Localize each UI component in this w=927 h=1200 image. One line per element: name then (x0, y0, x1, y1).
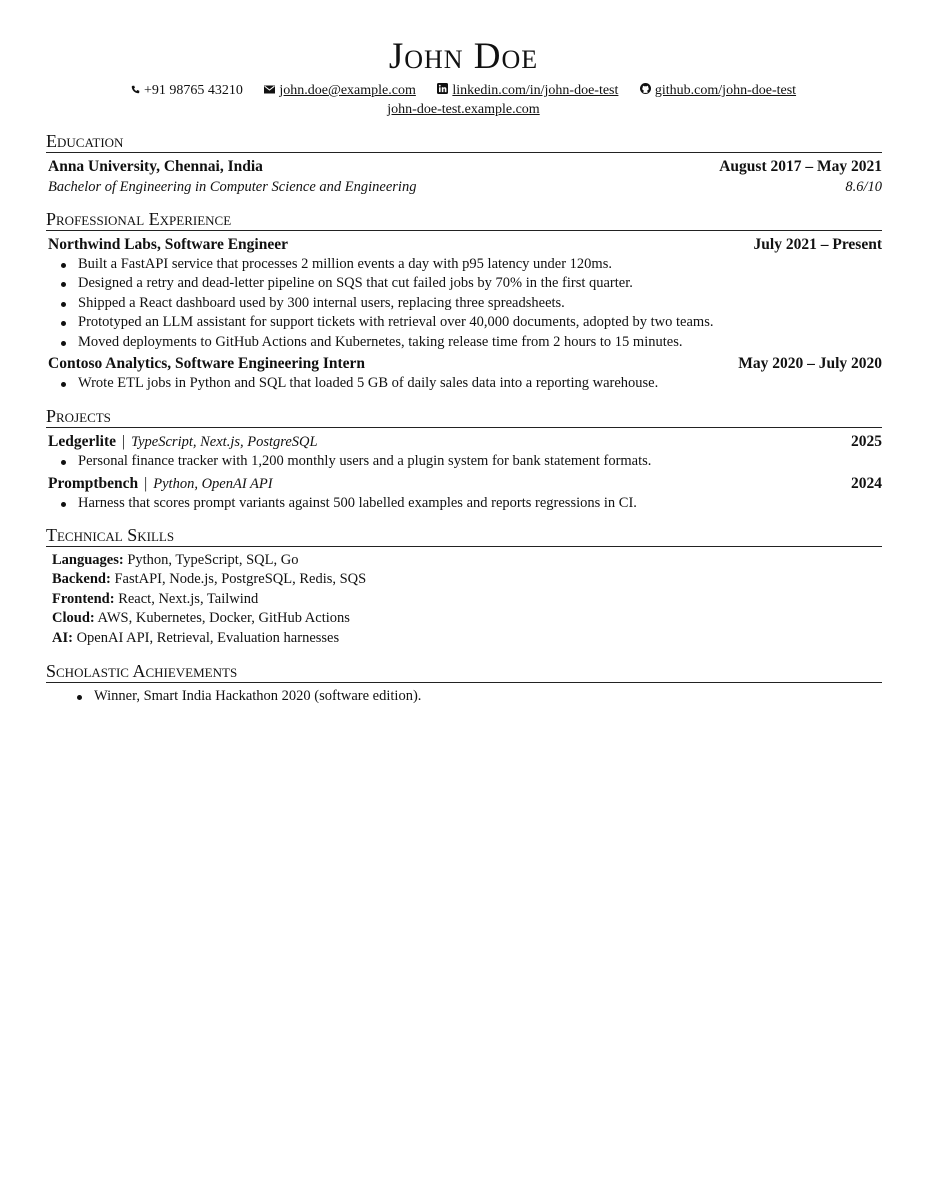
bullet-item: Shipped a React dashboard used by 300 internal users, replacing three spreadsheets. (60, 294, 882, 313)
skill-value: OpenAI API, Retrieval, Evaluation harnesses (76, 629, 340, 646)
phone-text: +91 98765 43210 (143, 83, 243, 99)
project-row (48, 432, 882, 452)
website-link[interactable]: john-doe-test.example.com (387, 102, 540, 117)
job-bullets (60, 255, 882, 352)
email-link[interactable]: john.doe@example.com (279, 83, 416, 99)
education-row (48, 157, 882, 177)
linkedin-icon (437, 82, 448, 100)
contact-row (0, 82, 927, 100)
skill-value: React, Next.js, Tailwind (118, 590, 259, 607)
school-name: Anna University, Chennai, India (48, 158, 263, 175)
project-separator: | (122, 433, 126, 450)
github-item (640, 82, 796, 100)
job-bullets (60, 374, 882, 393)
degree-row (48, 177, 882, 197)
linkedin-link[interactable]: linkedin.com/in/john-doe-test (452, 83, 619, 99)
bullet-item: Wrote ETL jobs in Python and SQL that loaded 5 GB of daily sales data into a reporting warehouse. (60, 374, 882, 393)
project-separator: | (144, 475, 148, 492)
skill-label: Languages: (52, 552, 124, 568)
skill-line (52, 609, 882, 628)
bullet-item: Personal finance tracker with 1,200 monthly users and a plugin system for bank statement formats. (60, 452, 882, 471)
project-stack: TypeScript, Next.js, PostgreSQL (131, 434, 318, 450)
job-dates: May 2020 – July 2020 (738, 355, 882, 372)
skill-label: AI: (52, 629, 73, 646)
envelope-icon (264, 82, 275, 100)
degree-name: Bachelor of Engineering in Computer Science and Engineering (48, 179, 417, 195)
project-year: 2025 (851, 433, 882, 450)
project-year: 2024 (851, 475, 882, 492)
skill-value: AWS, Kubernetes, Docker, GitHub Actions (97, 610, 350, 627)
section-title-achievements: Scholastic Achievements (46, 661, 882, 683)
bullet-item: Built a FastAPI service that processes 2 million events a day with p95 latency under 120ms. (60, 255, 882, 274)
achievement-list (76, 687, 882, 706)
skill-value: FastAPI, Node.js, PostgreSQL, Redis, SQS (114, 571, 367, 588)
project-bullets (60, 494, 882, 513)
project-name: Promptbench (48, 475, 139, 492)
skill-label: Cloud: (52, 610, 95, 627)
bullet-item: Harness that scores prompt variants against 500 labelled examples and reports regressions in CI. (60, 494, 882, 513)
bullet-item: Moved deployments to GitHub Actions and Kubernetes, taking release time from 2 hours to 15 minutes. (60, 333, 882, 352)
project-row (48, 474, 882, 494)
job-title: Contoso Analytics, Software Engineering Intern (48, 355, 366, 372)
job-row (48, 235, 882, 255)
bullet-item: Designed a retry and dead-letter pipeline on SQS that cut failed jobs by 70% in the first quarter. (60, 274, 882, 293)
section-title-skills: Technical Skills (46, 525, 882, 547)
job-dates: July 2021 – Present (753, 236, 882, 253)
candidate-name: John Doe (388, 36, 539, 77)
skill-line (52, 590, 882, 609)
skill-line (52, 629, 882, 648)
skill-label: Backend: (52, 571, 111, 588)
bullet-item: Winner, Smart India Hackathon 2020 (software edition). (76, 687, 882, 706)
skills-list (52, 551, 882, 648)
skill-line (52, 551, 882, 570)
project-bullets (60, 452, 882, 471)
project-stack: Python, OpenAI API (153, 476, 273, 492)
linkedin-item (437, 82, 618, 100)
contact-row-website (0, 101, 927, 119)
project-heading (48, 474, 273, 494)
skill-label: Frontend: (52, 590, 115, 607)
phone-icon (131, 82, 140, 100)
github-link[interactable]: github.com/john-doe-test (654, 83, 797, 99)
job-row (48, 354, 882, 374)
job-title: Northwind Labs, Software Engineer (48, 236, 288, 253)
bullet-item: Prototyped an LLM assistant for support tickets with retrieval over 40,000 documents, adopted by two teams. (60, 313, 882, 332)
email-item (264, 82, 416, 100)
github-icon (640, 82, 651, 100)
phone-item (131, 82, 243, 100)
section-title-experience: Professional Experience (46, 209, 882, 231)
section-title-education: Education (46, 131, 882, 153)
project-name: Ledgerlite (48, 433, 117, 450)
skill-line (52, 570, 882, 589)
education-dates: August 2017 – May 2021 (719, 158, 882, 175)
degree-grade: 8.6/10 (845, 179, 882, 195)
section-title-projects: Projects (46, 406, 882, 428)
project-heading (48, 432, 318, 452)
skill-value: Python, TypeScript, SQL, Go (127, 552, 299, 568)
